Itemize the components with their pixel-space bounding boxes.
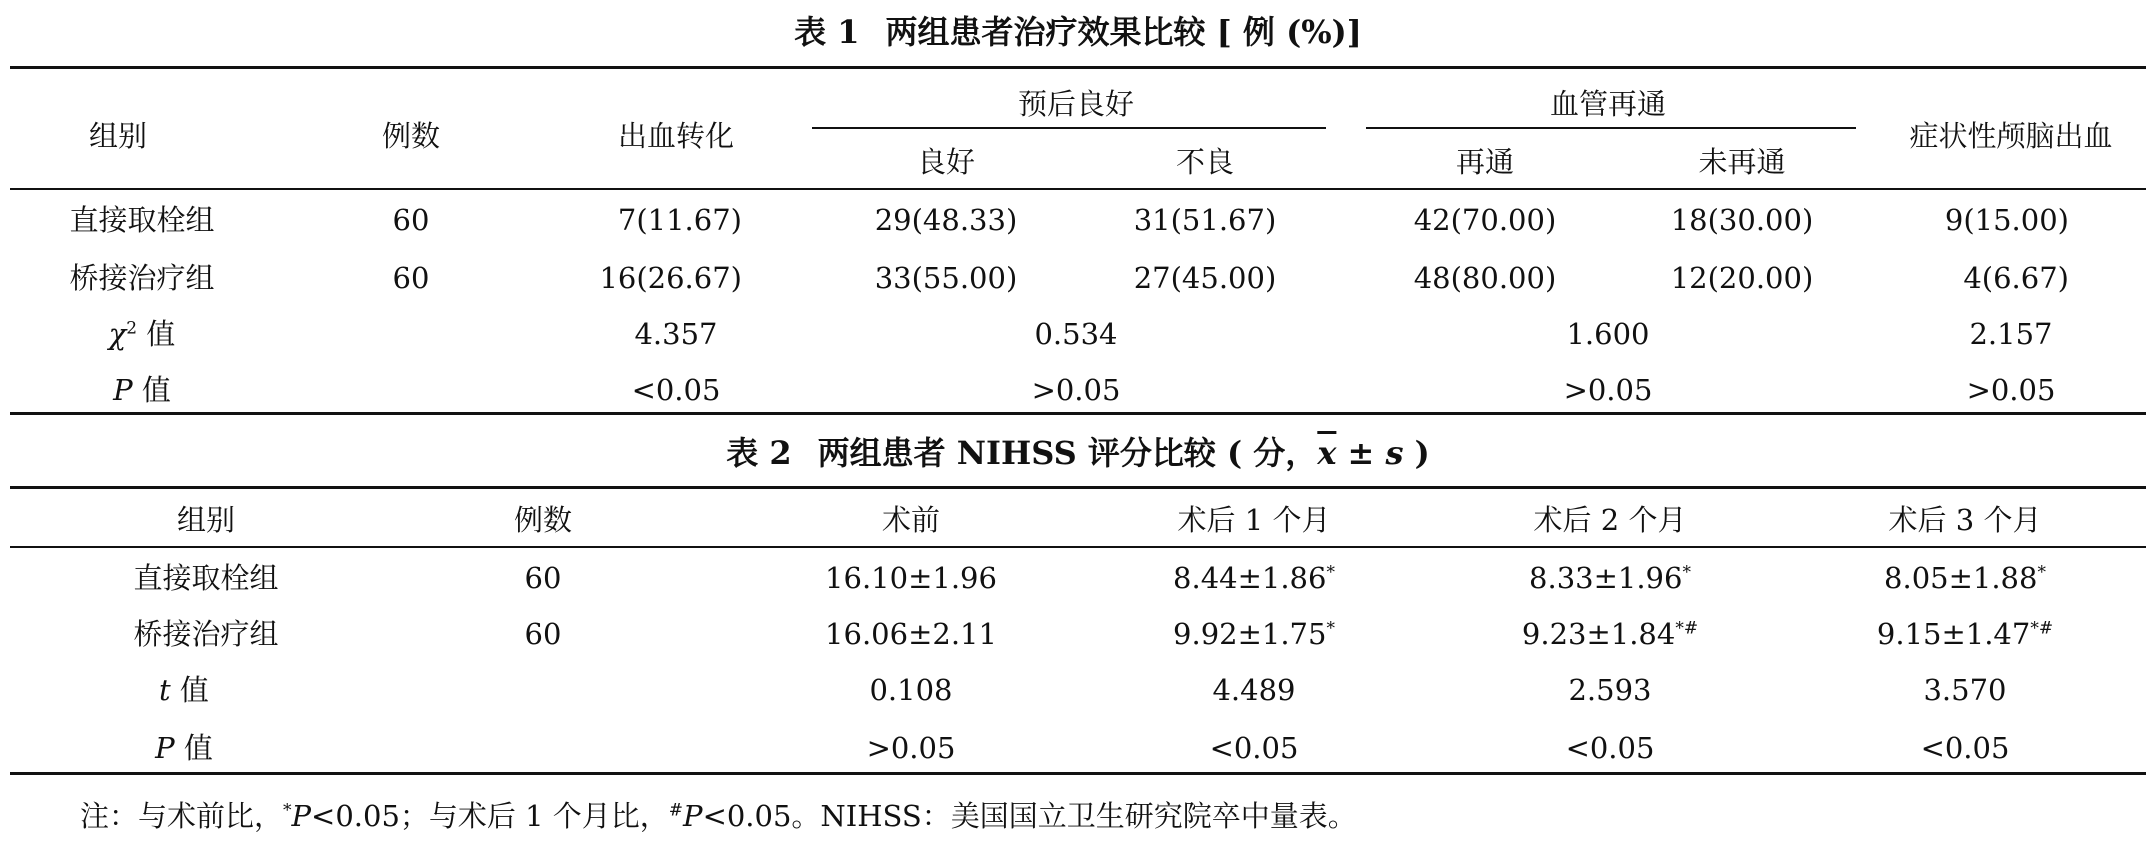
t2-row2-m1-value: 9.92±1.75 — [1173, 617, 1327, 651]
t2-row2-group: 桥接治疗组 — [133, 617, 279, 651]
table2-bottom-rule — [10, 772, 2146, 775]
note-part-a: 注：与术前比， — [80, 799, 284, 833]
table1-caption: 两组患者治疗效果比较 [ 例 (%)] — [885, 13, 1362, 51]
table2-header-rule — [10, 546, 2146, 548]
t1-p-hemorrhage: <0.05 — [631, 373, 721, 407]
t2-p-m1: <0.05 — [1209, 731, 1299, 765]
t1-chi-prognosis: 0.534 — [1034, 317, 1118, 351]
t1-p-symptomatic: >0.05 — [1966, 373, 2056, 407]
t2-row1-m2-sup: * — [1682, 562, 1691, 583]
t1-header-recanal: 血管再通 — [1549, 87, 1667, 121]
t1-header-recanal-yes: 再通 — [1455, 145, 1515, 179]
t1-chi-word: 值 — [146, 317, 176, 351]
t2-row1-m2-value: 8.33±1.96 — [1529, 561, 1683, 595]
t2-row2-m2 — [1522, 616, 1698, 652]
t2-p-label — [155, 730, 213, 766]
t2-header-m3: 术后 3 个月 — [1888, 503, 2042, 537]
t1-p-symbol: P — [113, 373, 133, 407]
t1-row1-bad: 31(51.67) — [1133, 203, 1277, 237]
t2-t-symbol: t — [159, 673, 171, 707]
t2-row2-m3 — [1877, 616, 2053, 652]
t2-row2-m2-sup: *# — [1675, 618, 1699, 639]
t1-p-word: 值 — [141, 373, 171, 407]
t2-header-m1: 术后 1 个月 — [1177, 503, 1331, 537]
table1-bottom-rule — [10, 412, 2146, 415]
t1-chi-hemorrhage: 4.357 — [634, 317, 718, 351]
t1-p-label — [113, 372, 171, 408]
t1-row2-group: 桥接治疗组 — [69, 261, 215, 295]
t2-p-m3: <0.05 — [1920, 731, 2010, 765]
t2-header-pre: 术前 — [881, 503, 941, 537]
t2-row1-m1-sup: * — [1326, 562, 1335, 583]
t1-row1-hemorrhage: 7(11.67) — [617, 203, 742, 237]
table2-caption-pre: 两组患者 NIHSS 评分比较 ( 分， — [817, 434, 1318, 472]
t2-row2-count: 60 — [524, 617, 562, 651]
table1-title — [0, 12, 2156, 52]
t2-row1-m2 — [1529, 560, 1691, 596]
t1-header-bad: 不良 — [1175, 145, 1235, 179]
t2-row1-pre: 16.10±1.96 — [825, 561, 997, 595]
t1-row2-recanal-yes: 48(80.00) — [1413, 261, 1557, 295]
table2-caption-pm: ± — [1336, 434, 1386, 472]
t1-header-recanal-no: 未再通 — [1698, 145, 1786, 179]
t1-header-group: 组别 — [88, 119, 148, 153]
note-part-c: <0.05；与术后 1 个月比， — [311, 799, 669, 833]
t1-recanal-span-rule — [1366, 127, 1856, 129]
t1-row2-good: 33(55.00) — [874, 261, 1018, 295]
t2-row2-m3-value: 9.15±1.47 — [1876, 617, 2031, 651]
table1-header-rule — [10, 188, 2146, 190]
t1-row1-recanal-no: 18(30.00) — [1670, 203, 1814, 237]
note-p2: P — [683, 799, 703, 833]
t2-p-pre: >0.05 — [866, 731, 956, 765]
t1-chi-symptomatic: 2.157 — [1969, 317, 2053, 351]
table2-caption-s: s — [1385, 434, 1404, 472]
t2-row1-m1-value: 8.44±1.86 — [1173, 561, 1327, 595]
t2-row1-count: 60 — [524, 561, 562, 595]
t2-row1-group: 直接取栓组 — [133, 561, 279, 595]
note-part-e: <0.05。NIHSS：美国国立卫生研究院卒中量表。 — [702, 799, 1357, 833]
t1-chi-symbol: χ — [108, 317, 127, 351]
note-sup2: # — [668, 800, 684, 821]
t1-header-good: 良好 — [916, 145, 976, 179]
t1-row2-bad: 27(45.00) — [1133, 261, 1277, 295]
t2-t-m3: 3.570 — [1923, 673, 2007, 707]
t2-t-pre: 0.108 — [869, 673, 953, 707]
t1-row2-symptomatic: 4(6.67) — [1963, 261, 2069, 295]
t1-row1-group: 直接取栓组 — [69, 203, 215, 237]
t1-row2-recanal-no: 12(20.00) — [1670, 261, 1814, 295]
t2-header-group: 组别 — [176, 503, 236, 537]
t1-header-symptomatic: 症状性颅脑出血 — [1909, 119, 2113, 153]
t2-t-m2: 2.593 — [1568, 673, 1652, 707]
t1-p-prognosis: >0.05 — [1031, 373, 1121, 407]
t2-p-symbol: P — [155, 731, 175, 765]
t1-row2-hemorrhage: 16(26.67) — [599, 261, 742, 295]
t1-header-hemorrhage: 出血转化 — [617, 119, 735, 153]
t2-row2-pre: 16.06±2.11 — [825, 617, 997, 651]
t2-row2-m3-sup: *# — [2030, 618, 2054, 639]
table2-caption-post: ) — [1403, 434, 1430, 472]
t1-row1-good: 29(48.33) — [874, 203, 1018, 237]
table1-top-rule — [10, 66, 2146, 69]
table2-caption-xbar: $\overline{x}$ — [1317, 434, 1337, 472]
t1-prognosis-span-rule — [812, 127, 1326, 129]
t1-p-recanal: >0.05 — [1563, 373, 1653, 407]
note-p1: P — [291, 799, 312, 833]
t2-header-m2: 术后 2 个月 — [1533, 503, 1687, 537]
t1-chi-sup: 2 — [126, 318, 138, 339]
t2-row2-m2-value: 9.23±1.84 — [1521, 617, 1676, 651]
note-sup1: * — [283, 800, 292, 821]
t2-p-m2: <0.05 — [1565, 731, 1655, 765]
t1-chi-label — [109, 316, 176, 352]
t1-header-prognosis: 预后良好 — [1017, 87, 1135, 121]
table2-label: 表 2 — [726, 434, 792, 472]
t2-t-label — [159, 672, 209, 708]
t2-row2-m1 — [1173, 616, 1335, 652]
t1-chi-recanal: 1.600 — [1566, 317, 1650, 351]
table2-top-rule — [10, 486, 2146, 489]
t2-row1-m3 — [1884, 560, 2046, 596]
table2-title — [0, 433, 2156, 473]
table1-label: 表 1 — [794, 13, 860, 51]
t2-row1-m3-value: 8.05±1.88 — [1884, 561, 2038, 595]
t2-t-m1: 4.489 — [1212, 673, 1296, 707]
t1-row2-count: 60 — [392, 261, 430, 295]
t2-row1-m3-sup: * — [2037, 562, 2046, 583]
t2-row1-m1 — [1173, 560, 1335, 596]
t2-header-count: 例数 — [513, 503, 573, 537]
t1-row1-symptomatic: 9(15.00) — [1944, 203, 2069, 237]
t1-row1-recanal-yes: 42(70.00) — [1413, 203, 1557, 237]
t1-row1-count: 60 — [392, 203, 430, 237]
t1-header-count: 例数 — [381, 119, 441, 153]
t2-p-word: 值 — [183, 731, 213, 765]
table-footnote — [80, 798, 1357, 834]
t2-row2-m1-sup: * — [1326, 618, 1335, 639]
t2-t-word: 值 — [179, 673, 209, 707]
